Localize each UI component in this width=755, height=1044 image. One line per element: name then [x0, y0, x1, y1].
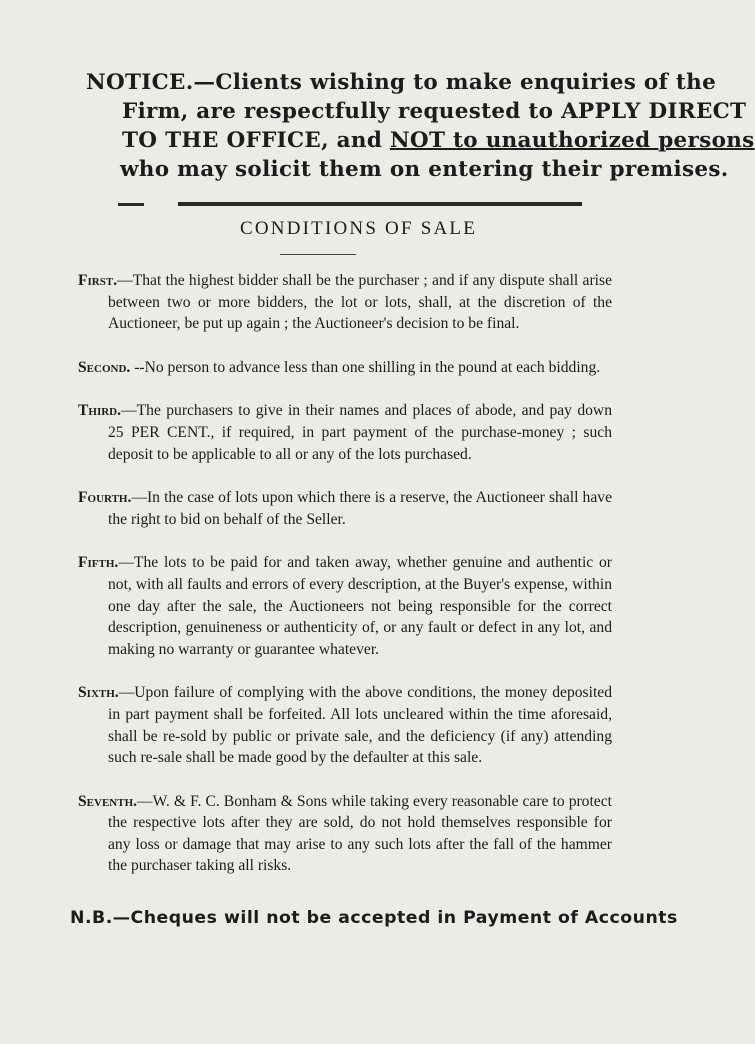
notice-line-3-underlined: NOT to unauthorized persons	[389, 128, 755, 153]
condition-sixth	[78, 682, 612, 768]
condition-third	[78, 400, 612, 465]
condition-text: —W. & F. C. Bonham & Sons while taking every reasonable care to protect the respective lots after they are sold, do not hold themselves responsible for any loss or damage that may arise to any such lots after the fall of the hammer the purchaser taking all risks.	[108, 792, 612, 875]
condition-text: —The purchasers to give in their names and places of abode, and pay down 25 PER CENT., if required, in part payment of the purchase-money ; such deposit to be applicable to all or any of the lots purchased.	[108, 402, 612, 463]
conditions-heading: CONDITIONS OF SALE	[240, 218, 477, 239]
condition-fifth	[78, 552, 612, 660]
condition-lead: Second.	[78, 358, 131, 376]
condition-lead: Third.	[78, 402, 122, 420]
condition-text: --No person to advance less than one shilling in the pound at each bidding.	[130, 358, 601, 376]
condition-lead: Fifth.	[78, 554, 119, 572]
condition-second	[78, 357, 612, 379]
condition-lead: First.	[78, 272, 118, 289]
notice-block	[86, 68, 755, 184]
condition-text: —Upon failure of complying with the above conditions, the money deposited in part payment shall be forfeited. All lots uncleared within the time aforesaid, shall be re-sold by public or private sale, and the deficiency (if any) attending such re-sale shall be made good by the defaulter at this sale.	[108, 684, 612, 767]
condition-text: —That the highest bidder shall be the purchaser ; and if any dispute shall arise between two or more bidders, the lot or lots, shall, at the discretion of the Auctioneer, be put up again ; the Auctioneer's decision to be final.	[108, 272, 612, 333]
condition-text: —In the case of lots upon which there is a reserve, the Auctioneer shall have the right to bid on behalf of the Seller.	[108, 489, 612, 528]
conditions-list	[78, 270, 612, 899]
cheques-notice: N.B.—Cheques will not be accepted in Payment of Accounts	[70, 908, 678, 928]
condition-lead: Fourth.	[78, 489, 132, 507]
condition-lead: Sixth.	[78, 684, 119, 702]
heading-underline	[280, 254, 356, 255]
condition-seventh	[78, 791, 612, 877]
notice-line-2: Firm, are respectfully requested to APPLY DIRECT	[122, 99, 747, 124]
notice-line-3	[86, 126, 755, 155]
condition-first	[78, 270, 612, 335]
notice-line-4: who may solicit them on entering their premises.	[120, 157, 729, 182]
notice-line-3-start: TO THE OFFICE, and	[122, 128, 390, 153]
condition-fourth	[78, 487, 612, 530]
notice-line-1: NOTICE.—Clients wishing to make enquiries of the	[86, 70, 717, 95]
condition-lead: Seventh.	[78, 792, 138, 810]
short-divider	[118, 203, 144, 206]
condition-text: —The lots to be paid for and taken away, whether genuine and authentic or not, with all faults and errors of every description, at the Buyer's expense, within one day after the sale, the Auctioneers not being responsible for the correct description, genuineness or authenticity of, or any fault or defect in any lot, and making no warranty or guarantee whatever.	[108, 554, 612, 658]
thick-divider	[178, 202, 582, 206]
